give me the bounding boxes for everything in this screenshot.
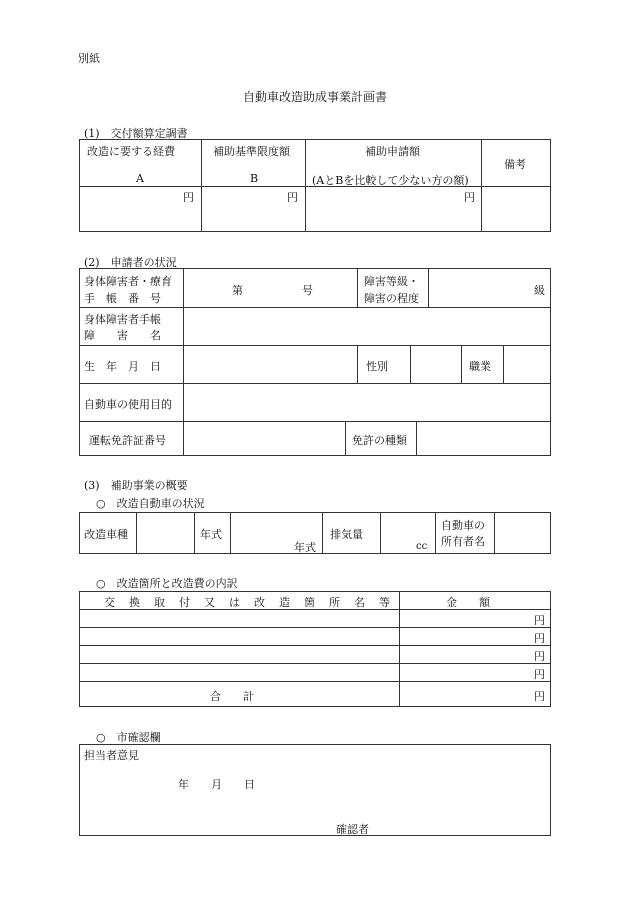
handbook-go: 号	[302, 284, 313, 297]
items-header: 交換取付又は改造箇所名等	[104, 596, 404, 609]
staff-opinion-label: 担当者意見	[84, 749, 139, 762]
displacement-unit: cc	[416, 541, 428, 552]
section1-heading: (1) 交付額算定調書	[84, 127, 188, 140]
row3-yen: 円	[534, 650, 545, 663]
vehicle-type-label: 改造車種	[84, 528, 128, 541]
occupation-label: 職業	[469, 360, 491, 373]
standard-limit-letter: B	[250, 172, 259, 185]
breakdown-heading: ○ 改造箇所と改造費の内訳	[96, 577, 238, 590]
date-label: 年 月 日	[178, 778, 255, 791]
vehicle-status-heading: ○ 改造自動車の状況	[96, 497, 205, 510]
standard-yen: 円	[287, 191, 298, 204]
section3-heading: (3) 補助事業の概要	[84, 479, 188, 492]
cost-letter: A	[136, 172, 144, 185]
handbook-label-line2: 手 帳 番 号	[84, 292, 161, 305]
grade-label-line2: 障害の程度	[364, 292, 419, 305]
city-confirmation-heading: ○ 市確認欄	[96, 731, 161, 744]
row2-yen: 円	[534, 632, 545, 645]
owner-label-line1: 自動車の	[441, 519, 485, 532]
request-amount-note: (AとBを比較して少ない方の額)	[312, 174, 469, 187]
displacement-label: 排気量	[330, 528, 363, 541]
handbook-label-line1: 身体障害者・療育	[84, 275, 172, 288]
row4-yen: 円	[534, 668, 545, 681]
remarks-header: 備考	[504, 158, 526, 171]
section2-heading: (2) 申請者の状況	[84, 256, 177, 269]
attachment-label: 別紙	[78, 52, 100, 65]
handbook-dai: 第	[232, 284, 243, 297]
model-year-unit: 年式	[294, 541, 316, 554]
total-label: 合 計	[210, 690, 254, 703]
disability-label-line2: 障 害 名	[84, 329, 161, 342]
license-number-label: 運転免許証番号	[89, 434, 166, 447]
birthdate-label: 生 年 月 日	[84, 360, 161, 373]
owner-label-line2: 所有者名	[441, 535, 485, 548]
confirmer-label: 確認者	[336, 823, 369, 836]
grade-label-line1: 障害等級・	[364, 275, 419, 288]
request-amount-header: 補助申請額	[365, 145, 420, 158]
gender-label: 性別	[366, 360, 388, 373]
license-type-label: 免許の種類	[352, 434, 407, 447]
row1-yen: 円	[534, 614, 545, 627]
disability-label-line1: 身体障害者手帳	[84, 313, 161, 326]
model-year-label: 年式	[200, 528, 222, 541]
cost-header: 改造に要する経費	[87, 145, 175, 158]
document-title: 自動車改造助成事業計画書	[243, 90, 388, 104]
cost-yen: 円	[183, 191, 194, 204]
grade-kyu: 級	[534, 284, 545, 297]
total-yen: 円	[534, 690, 545, 703]
purpose-label: 自動車の使用目的	[84, 398, 172, 411]
standard-limit-header: 補助基準限度額	[213, 145, 290, 158]
request-yen: 円	[464, 191, 475, 204]
amount-header: 金 額	[446, 596, 490, 609]
